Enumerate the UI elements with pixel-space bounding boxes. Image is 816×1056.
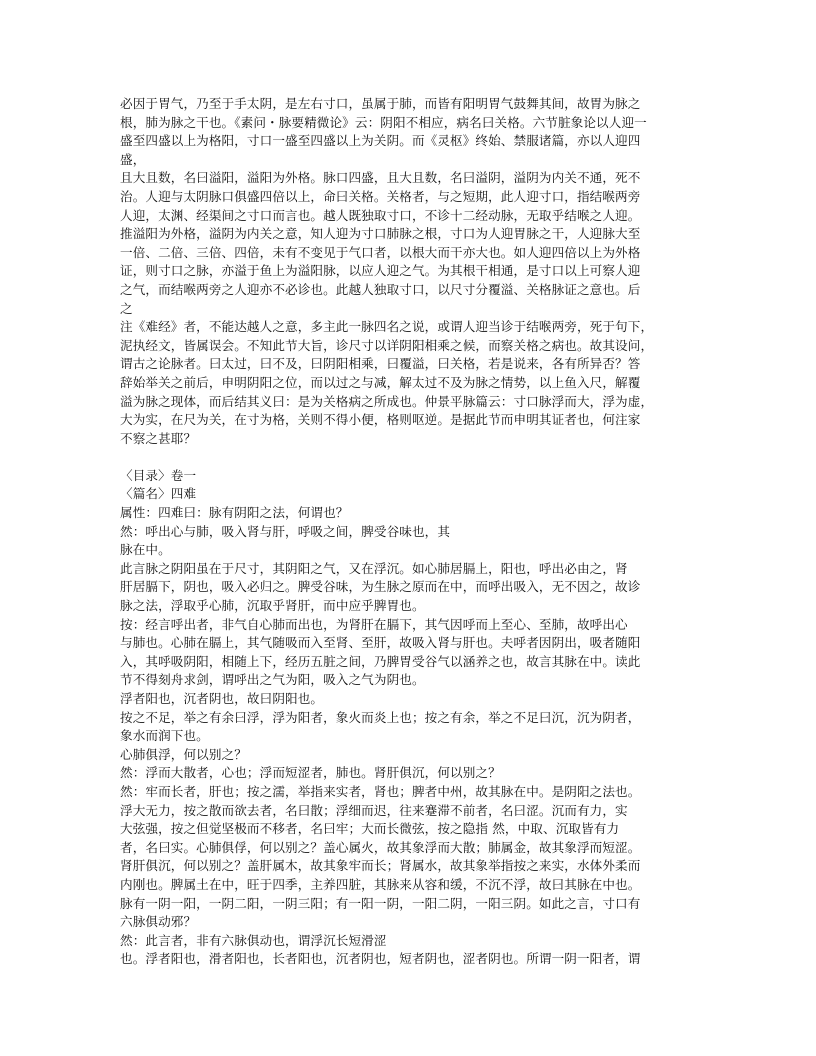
text-line: 治。人迎与太阴脉口俱盛四倍以上，命曰关格。关格者，与之短期，此人迎寸口，指结喉两旁: [120, 188, 641, 204]
text-line: 肝居膈下，阴也，吸入必归之。脾受谷味，为生脉之原而在中，而呼出吸入，无不因之，故诊: [120, 579, 641, 595]
text-line: 按之不足，举之有余曰浮，浮为阳者，象火而炎上也；按之有余，举之不足曰沉，沉为阴者，: [120, 709, 641, 725]
text-line: 〈目录〉卷一: [120, 467, 197, 483]
text-line: 也。浮者阳也，滑者阳也，长者阳也，沉者阴也，短者阴也，涩者阴也。所谓一阴一阳者，谓: [120, 951, 641, 967]
text-line: 人迎，太渊、经渠间之寸口而言也。越人既独取寸口，不诊十二经动脉，无取乎结喉之人迎。: [120, 207, 641, 223]
text-line: 大为实，在尺为关，在寸为格，关则不得小便，格则呕逆。是据此节而申明其证者也，何注家: [120, 412, 641, 428]
text-line: 脉之法，浮取乎心肺，沉取乎肾肝，而中应乎脾胃也。: [120, 598, 425, 614]
text-line: 肾肝俱沉，何以别之？盖肝属木，故其象牢而长；肾属水，故其象举指按之来实，水体外柔而: [120, 858, 641, 874]
text-line: 证，则寸口之脉，亦溢于鱼上为溢阳脉，以应人迎之气。为其根干相通，是寸口以上可察人迎: [120, 263, 641, 279]
text-line: 然：此言者，非有六脉俱动也，谓浮沉长短滑涩: [120, 932, 387, 948]
text-line: 辞始举关之前后，申明阴阳之位，而以过之与减，解太过不及为脉之情势，以上鱼入尺，解覆: [120, 374, 641, 390]
text-line: 注《难经》者，不能达越人之意，多主此一脉四名之说，或谓人迎当诊于结喉两旁，死于句下，: [120, 319, 654, 335]
text-line: 之气，而结喉两旁之人迎亦不必诊也。此越人独取寸口，以尺寸分覆溢、关格脉证之意也。后: [120, 281, 641, 297]
text-line: 内刚也。脾属土在中，旺于四季，主养四脏，其脉来从容和缓，不沉不浮，故曰其脉在中也。: [120, 876, 641, 892]
text-line: 大弦强，按之但觉坚极而不移者，名曰牢；大而长微弦，按之隐指 然，中取、沉取皆有力: [120, 821, 620, 837]
text-line: 六脉俱动邪？: [120, 914, 197, 930]
text-line: 浮大无力，按之散而欲去者，名曰散；浮细而迟，往来蹇滞不前者，名曰涩。沉而有力，实: [120, 802, 628, 818]
text-line: 脉在中。: [120, 542, 171, 558]
text-line: 一倍、二倍、三倍、四倍，未有不变见于气口者，以根大而干亦大也。如人迎四倍以上为外格: [120, 244, 641, 260]
text-line: 然：牢而长者，肝也；按之濡，举指来实者，肾也；脾者中州，故其脉在中。是阴阳之法也。: [120, 783, 641, 799]
text-line: 盛，: [120, 151, 146, 167]
text-line: 谓古之论脉者。曰太过，曰不及，曰阴阳相乘，曰覆溢，曰关格，若是说来，各有所异否？答: [120, 356, 641, 372]
text-line: 不察之甚耶？: [120, 430, 197, 446]
text-line: 溢为脉之现体，而后结其义曰：是为关格病之所成也。仲景平脉篇云：寸口脉浮而大，浮为虚，: [120, 393, 654, 409]
text-line: 推溢阳为外格，溢阴为内关之意，知人迎为寸口肺脉之根，寸口为人迎胃脉之干，人迎脉大至: [120, 226, 641, 242]
text-line: 象水而润下也。: [120, 728, 209, 744]
text-line: 浮者阳也，沉者阴也，故曰阴阳也。: [120, 691, 324, 706]
text-line: 泥执经文，皆属误会。不知此节大旨，诊尺寸以详阴阳相乘之候，而察关格之病也。故其设问，: [120, 337, 654, 353]
text-line: 属性：四难曰：脉有阴阳之法，何谓也？: [120, 505, 349, 521]
text-line: 根，肺为脉之干也。《素问・脉要精微论》云：阴阳不相应，病名曰关格。六节脏象论以人迎一: [120, 114, 647, 130]
text-line: 必因于胃气，乃至于手太阴，是左右寸口，虽属于肺，而皆有阳明胃气鼓舞其间，故胃为脉之: [120, 96, 641, 111]
text-line: 盛至四盛以上为格阳，寸口一盛至四盛以上为关阴。而《灵枢》终始、禁服诸篇，亦以人迎四: [120, 133, 641, 149]
text-line: 与肺也。心肺在膈上，其气随吸而入至肾、至肝，故吸入肾与肝也。夫呼者因阴出，吸者随阳: [120, 635, 641, 651]
text-line: 然：呼出心与肺，吸入肾与肝，呼吸之间，脾受谷味也，其: [120, 523, 451, 539]
blank-line: [120, 448, 696, 467]
text-line: 入，其呼吸阴阳，相随上下，经历五脏之间，乃脾胃受谷气以涵养之也，故言其脉在中。读此: [120, 653, 641, 669]
text-line: 脉有一阴一阳，一阴二阳，一阴三阳；有一阳一阴，一阳二阴，一阳三阴。如此之言，寸口有: [120, 895, 641, 911]
text-line: 之: [120, 300, 133, 316]
text-line: 且大且数，名曰溢阳，溢阳为外格。脉口四盛，且大且数，名曰溢阴，溢阴为内关不通，死不: [120, 170, 641, 186]
text-line: 按：经言呼出者，非气自心肺而出也，为肾肝在膈下，其气因呼而上至心、至肺，故呼出心: [120, 616, 628, 632]
text-line: 〈篇名〉四难: [120, 486, 197, 502]
text-line: 节不得刻舟求剑，谓呼出之气为阳，吸入之气为阴也。: [120, 672, 425, 688]
text-line: 然：浮而大散者，心也；浮而短涩者，肺也。肾肝俱沉，何以别之？: [120, 765, 501, 781]
text-line: 者，名曰实。心肺俱俘，何以别之？盖心属火，故其象浮而大散；肺属金，故其象浮而短涩。: [120, 839, 641, 855]
text-line: 此言脉之阴阳虽在于尺寸，其阴阳之气，又在浮沉。如心肺居膈上，阳也，呼出必由之，肾: [120, 560, 628, 576]
text-line: 心肺俱浮，何以别之？: [120, 746, 247, 762]
